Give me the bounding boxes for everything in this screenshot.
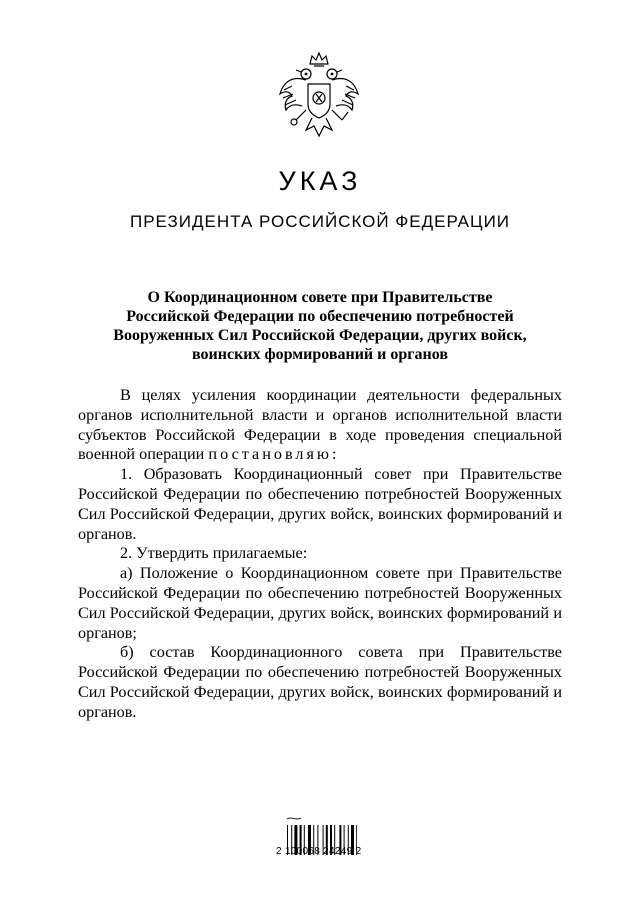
item-1: 1. Образовать Координационный совет при Правительстве Российской Федерации по обеспечению потребностей Вооруженных Сил Российской Федерации, других войск, воинских формирований и органов.: [78, 465, 562, 543]
intro-paragraph: [78, 386, 562, 465]
barcode-number: 2 100068 24249 2: [276, 846, 362, 857]
intro-text: В целях усиления координации деятельности федеральных органов исполнительной власти и органов исполнительной власти субъектов Российской Федерации в ходе проведения специальной военной операции: [78, 386, 562, 464]
russian-coat-of-arms-icon: [276, 50, 362, 146]
barcode-icon: [285, 806, 357, 868]
decree-heading-line: Вооруженных Сил Российской Федерации, других войск,: [113, 327, 527, 344]
decree-body: [78, 386, 562, 723]
item-2: 2. Утвердить прилагаемые:: [120, 544, 308, 563]
decree-heading-line: Российской Федерации по обеспечению потребностей: [126, 308, 514, 325]
decree-word: постановляю:: [208, 445, 340, 464]
item-2a: а) Положение о Координационном совете при Правительстве Российской Федерации по обеспечению потребностей Вооруженных Сил Российской Федерации, других войск, воинских формирований и органов;: [78, 564, 562, 642]
decree-heading: [80, 288, 560, 364]
issuer-subtitle: ПРЕЗИДЕНТА РОССИЙСКОЙ ФЕДЕРАЦИИ: [129, 212, 511, 231]
document-type-title: УКАЗ: [278, 166, 362, 196]
decree-heading-line: воинских формирований и органов: [192, 346, 448, 363]
decree-heading-line: О Координационном совете при Правительстве: [147, 289, 493, 306]
item-2b: б) состав Координационного совета при Правительстве Российской Федерации по обеспечению потребностей Вооруженных Сил Российской Федерации, других войск, воинских формирований и органов.: [78, 643, 562, 721]
